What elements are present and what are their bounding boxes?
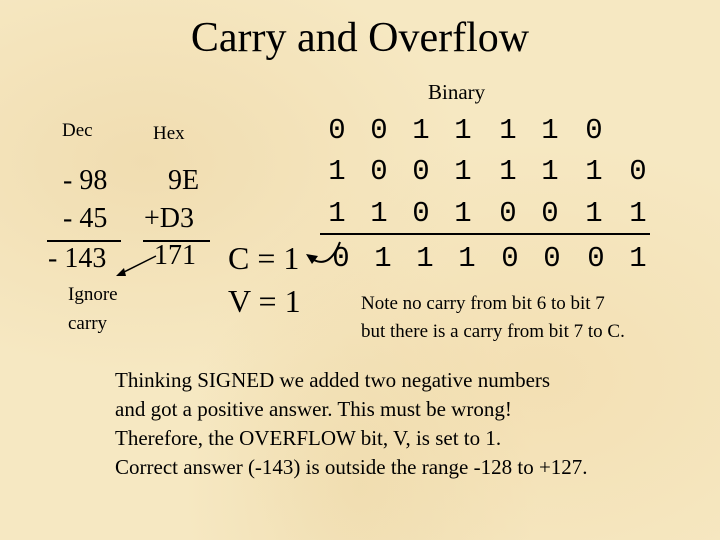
dec-header: Dec: [62, 120, 93, 141]
hex-operand-2: +D3: [144, 203, 195, 234]
result-bit: 0: [501, 242, 519, 275]
carry-bit: 0: [328, 114, 346, 147]
carry-bit: 0: [585, 114, 603, 147]
operand-2-bit: 0: [541, 197, 559, 230]
carry-arrow-icon: [300, 232, 350, 272]
ignore-carry-line-2: carry: [68, 313, 108, 334]
operand-2-bit: 1: [454, 197, 472, 230]
carry-note-line-2: but there is a carry from bit 7 to C.: [361, 321, 625, 342]
result-bit: 0: [587, 242, 605, 275]
dec-operand-2: - 45: [63, 203, 108, 234]
binary-result: [0, 242, 720, 278]
carry-bit: 1: [412, 114, 430, 147]
result-bit: 0: [332, 242, 350, 275]
binary-operand-1: [0, 155, 720, 191]
operand-1-bit: 1: [541, 155, 559, 188]
carry-flag: C = 1: [228, 240, 300, 276]
explanation-paragraph: [115, 366, 675, 482]
carry-bit: 1: [454, 114, 472, 147]
result-bit: 1: [629, 242, 647, 275]
operand-1-bit: 1: [328, 155, 346, 188]
operand-1-bit: 1: [499, 155, 517, 188]
result-bit: 0: [543, 242, 561, 275]
operand-1-bit: 1: [454, 155, 472, 188]
dec-result: - 143: [48, 243, 107, 274]
result-bit: 1: [416, 242, 434, 275]
binary-carry-row: [0, 114, 720, 150]
operand-1-bit: 0: [629, 155, 647, 188]
hex-header: Hex: [153, 123, 185, 144]
operand-2-bit: 1: [328, 197, 346, 230]
explanation-line: Correct answer (-143) is outside the range -128 to +127.: [115, 455, 588, 479]
hex-operand-1: 9E: [168, 165, 200, 196]
carry-note-line-1: Note no carry from bit 6 to bit 7: [361, 293, 605, 314]
operand-2-bit: 0: [412, 197, 430, 230]
carry-bit: 0: [370, 114, 388, 147]
binary-sum-line: [320, 233, 650, 235]
dec-operand-1: - 98: [63, 165, 108, 196]
operand-2-bit: 1: [370, 197, 388, 230]
hex-result: 171: [154, 240, 196, 271]
operand-2-bit: 0: [499, 197, 517, 230]
binary-header: Binary: [428, 80, 486, 104]
binary-operand-2: [0, 197, 720, 233]
result-bit: 1: [458, 242, 476, 275]
explanation-line: Thinking SIGNED we added two negative numbers: [115, 368, 551, 392]
operand-2-bit: 1: [629, 197, 647, 230]
operand-1-bit: 0: [412, 155, 430, 188]
carry-bit: 1: [541, 114, 559, 147]
overflow-flag: V = 1: [228, 283, 301, 319]
slide-title: Carry and Overflow: [190, 15, 530, 61]
result-bit: 1: [374, 242, 392, 275]
operand-1-bit: 0: [370, 155, 388, 188]
ignore-carry-line-1: Ignore: [68, 284, 118, 305]
operand-1-bit: 1: [585, 155, 603, 188]
explanation-line: Therefore, the OVERFLOW bit, V, is set to 1.: [115, 426, 502, 450]
explanation-line: and got a positive answer. This must be wrong!: [115, 397, 512, 421]
operand-2-bit: 1: [585, 197, 603, 230]
carry-bit: 1: [499, 114, 517, 147]
